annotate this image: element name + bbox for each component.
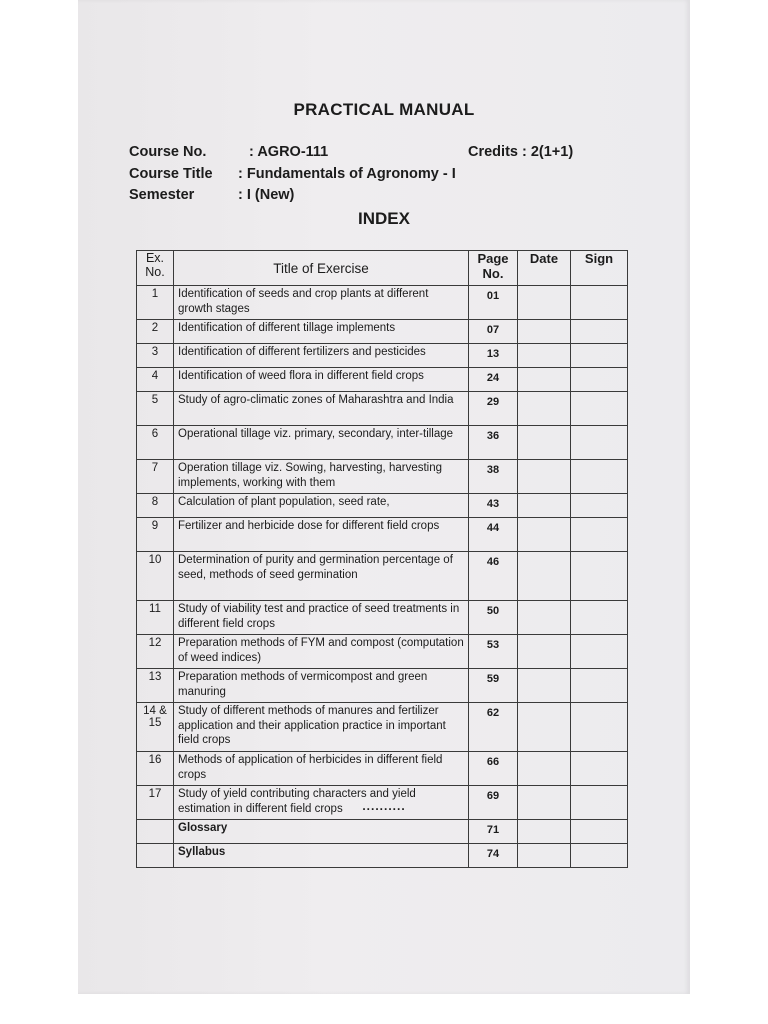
sign-cell xyxy=(571,752,628,786)
table-header-row xyxy=(137,251,628,286)
exercise-title: Syllabus xyxy=(174,844,469,868)
page-no: 74 xyxy=(469,844,518,868)
exercise-title: Identification of different fertilizers and pesticides xyxy=(174,344,469,368)
index-table xyxy=(136,250,628,868)
date-cell xyxy=(518,494,571,518)
table-row xyxy=(137,518,628,552)
header-page-no: Page No. xyxy=(469,251,518,286)
table-row xyxy=(137,320,628,344)
sign-cell xyxy=(571,518,628,552)
course-title-label: Course Title xyxy=(129,166,213,182)
page-no: 36 xyxy=(469,426,518,460)
exercise-title: Study of yield contributing characters and yield estimation in different field crops xyxy=(174,786,469,820)
table-row xyxy=(137,344,628,368)
credits: Credits : 2(1+1) xyxy=(468,144,574,160)
exercise-no: 11 xyxy=(137,601,174,635)
sign-cell xyxy=(571,552,628,601)
exercise-no: 6 xyxy=(137,426,174,460)
exercise-no: 8 xyxy=(137,494,174,518)
header-sign: Sign xyxy=(571,251,628,286)
page-no: 13 xyxy=(469,344,518,368)
date-cell xyxy=(518,368,571,392)
date-cell xyxy=(518,635,571,669)
exercise-title: Preparation methods of FYM and compost (computation of weed indices) xyxy=(174,635,469,669)
exercise-no: 10 xyxy=(137,552,174,601)
exercise-title: Glossary xyxy=(174,820,469,844)
exercise-title: Determination of purity and germination percentage of seed, methods of seed germination xyxy=(174,552,469,601)
sign-cell xyxy=(571,344,628,368)
page-no: 01 xyxy=(469,286,518,320)
table-row xyxy=(137,601,628,635)
exercise-title: Fertilizer and herbicide dose for different field crops xyxy=(174,518,469,552)
page-no: 43 xyxy=(469,494,518,518)
page-no: 46 xyxy=(469,552,518,601)
exercise-no: 3 xyxy=(137,344,174,368)
sign-cell xyxy=(571,368,628,392)
page-no: 38 xyxy=(469,460,518,494)
sign-cell xyxy=(571,286,628,320)
page-no: 66 xyxy=(469,752,518,786)
sign-cell xyxy=(571,392,628,426)
page-title: PRACTICAL MANUAL xyxy=(293,100,475,119)
table-row xyxy=(137,494,628,518)
sign-cell xyxy=(571,320,628,344)
exercise-title: Preparation methods of vermicompost and green manuring xyxy=(174,669,469,703)
page-no: 53 xyxy=(469,635,518,669)
header-ex-no: Ex. No. xyxy=(137,251,174,286)
date-cell xyxy=(518,601,571,635)
page-no: 62 xyxy=(469,703,518,752)
page-no: 69 xyxy=(469,786,518,820)
date-cell xyxy=(518,286,571,320)
exercise-title: Identification of weed flora in different field crops xyxy=(174,368,469,392)
page-no: 50 xyxy=(469,601,518,635)
exercise-title: Identification of different tillage implements xyxy=(174,320,469,344)
exercise-no xyxy=(137,820,174,844)
date-cell xyxy=(518,703,571,752)
table-row xyxy=(137,460,628,494)
page-no: 44 xyxy=(469,518,518,552)
date-cell xyxy=(518,392,571,426)
date-cell xyxy=(518,426,571,460)
exercise-title: Study of viability test and practice of seed treatments in different field crops xyxy=(174,601,469,635)
page-no: 29 xyxy=(469,392,518,426)
semester-value: : I (New) xyxy=(238,187,295,203)
page-no: 24 xyxy=(469,368,518,392)
exercise-title: Operation tillage viz. Sowing, harvesting, harvesting implements, working with them xyxy=(174,460,469,494)
exercise-no: 2 xyxy=(137,320,174,344)
exercise-title: Calculation of plant population, seed rate, xyxy=(174,494,469,518)
exercise-no: 7 xyxy=(137,460,174,494)
date-cell xyxy=(518,844,571,868)
table-row xyxy=(137,635,628,669)
sign-cell xyxy=(571,460,628,494)
date-cell xyxy=(518,518,571,552)
table-row xyxy=(137,752,628,786)
semester-line xyxy=(129,187,294,203)
footer-dots: .......... xyxy=(362,799,406,813)
sign-cell xyxy=(571,635,628,669)
exercise-no: 4 xyxy=(137,368,174,392)
date-cell xyxy=(518,344,571,368)
table-row xyxy=(137,703,628,752)
table-row xyxy=(137,669,628,703)
semester-label: Semester xyxy=(129,187,195,203)
page-no: 71 xyxy=(469,820,518,844)
exercise-no: 9 xyxy=(137,518,174,552)
course-title-line xyxy=(129,166,456,182)
exercise-no: 13 xyxy=(137,669,174,703)
date-cell xyxy=(518,669,571,703)
exercise-no xyxy=(137,844,174,868)
exercise-title: Methods of application of herbicides in different field crops xyxy=(174,752,469,786)
sign-cell xyxy=(571,820,628,844)
table-row xyxy=(137,286,628,320)
page-no: 07 xyxy=(469,320,518,344)
exercise-title: Identification of seeds and crop plants at different growth stages xyxy=(174,286,469,320)
index-heading: INDEX xyxy=(358,209,410,228)
table-row xyxy=(137,820,628,844)
date-cell xyxy=(518,320,571,344)
date-cell xyxy=(518,820,571,844)
date-cell xyxy=(518,752,571,786)
sign-cell xyxy=(571,601,628,635)
exercise-title: Study of different methods of manures and fertilizer application and their application practice in important field crops xyxy=(174,703,469,752)
exercise-title: Study of agro-climatic zones of Maharashtra and India xyxy=(174,392,469,426)
date-cell xyxy=(518,552,571,601)
header-date: Date xyxy=(518,251,571,286)
exercise-no: 5 xyxy=(137,392,174,426)
date-cell xyxy=(518,460,571,494)
course-no-value: : AGRO-111 xyxy=(249,144,329,160)
exercise-no: 16 xyxy=(137,752,174,786)
table-row xyxy=(137,392,628,426)
exercise-no: 14 & 15 xyxy=(137,703,174,752)
sign-cell xyxy=(571,844,628,868)
sign-cell xyxy=(571,426,628,460)
exercise-no: 17 xyxy=(137,786,174,820)
sign-cell xyxy=(571,494,628,518)
table-row xyxy=(137,368,628,392)
exercise-title: Operational tillage viz. primary, secondary, inter-tillage xyxy=(174,426,469,460)
table-row xyxy=(137,552,628,601)
course-title-value: : Fundamentals of Agronomy - I xyxy=(238,166,456,182)
table-row xyxy=(137,844,628,868)
course-no-line xyxy=(129,144,328,160)
exercise-no: 1 xyxy=(137,286,174,320)
page-no: 59 xyxy=(469,669,518,703)
table-row xyxy=(137,426,628,460)
course-no-label: Course No. xyxy=(129,144,207,160)
sign-cell xyxy=(571,703,628,752)
header-title: Title of Exercise xyxy=(174,251,469,286)
sign-cell xyxy=(571,669,628,703)
exercise-no: 12 xyxy=(137,635,174,669)
